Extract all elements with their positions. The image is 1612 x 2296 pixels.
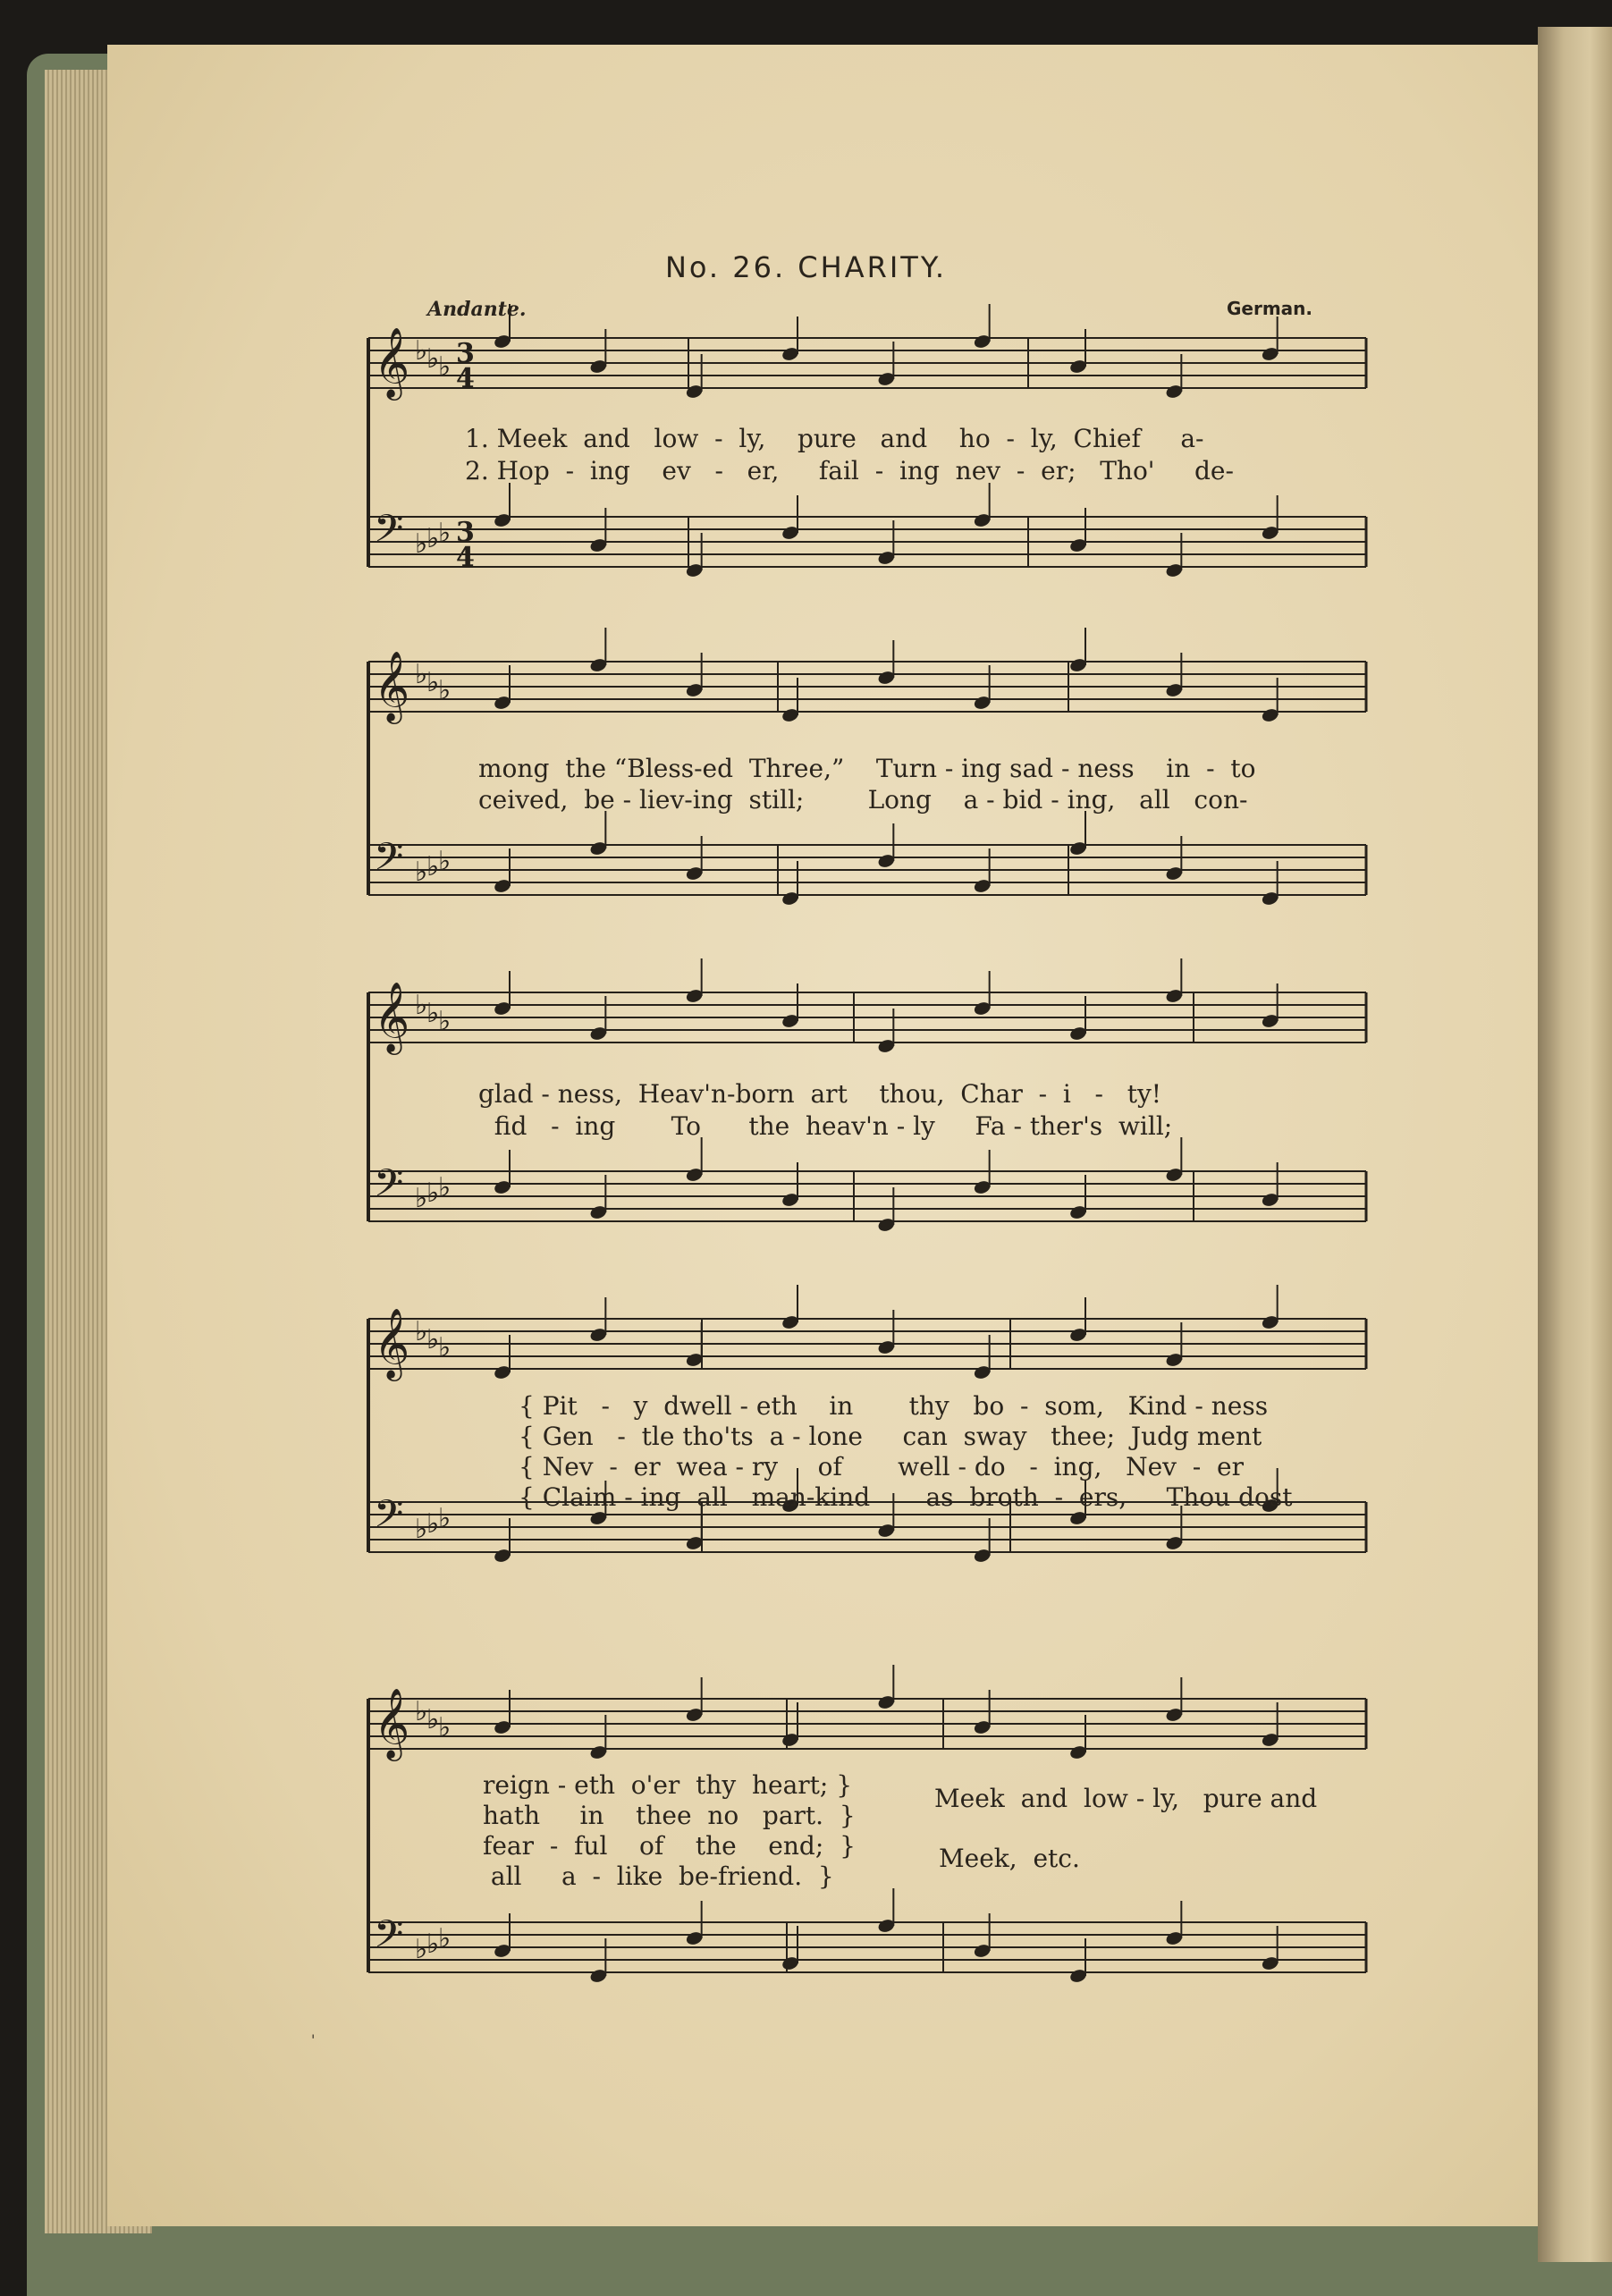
- flat-sign: ♭: [426, 851, 440, 882]
- flat-sign: ♭: [438, 1712, 452, 1743]
- flat-sign: ♭: [426, 1508, 440, 1540]
- flat-sign: ♭: [426, 1178, 440, 1209]
- treble-clef: 𝄞: [374, 327, 410, 398]
- flat-sign: ♭: [438, 518, 452, 549]
- flat-sign: ♭: [415, 1183, 428, 1214]
- flat-sign: ♭: [438, 846, 452, 877]
- flat-sign: ♭: [426, 1929, 440, 1960]
- treble-clef: 𝄞: [374, 1308, 410, 1379]
- lyric-line: mong the “Bless-ed Three,” Turn - ing sad - ness in - to: [478, 754, 1256, 783]
- flat-sign: ♭: [438, 1172, 452, 1203]
- flat-sign: ♭: [438, 351, 452, 383]
- flat-sign: ♭: [415, 1934, 428, 1965]
- flat-sign: ♭: [438, 675, 452, 706]
- lyric-line: glad - ness, Heav'n-born art thou, Char - i - ty!: [478, 1079, 1162, 1109]
- flat-sign: ♭: [438, 1006, 452, 1037]
- flat-sign: ♭: [426, 1704, 440, 1735]
- lyric-line: { Claim - ing all man-kind as broth - ers, Thou dost: [519, 1482, 1293, 1512]
- page-mark: ': [311, 2031, 316, 2048]
- flat-sign: ♭: [426, 343, 440, 375]
- flat-sign: ♭: [415, 659, 428, 690]
- lyric-line: hath in thee no part. }: [483, 1801, 856, 1830]
- flat-sign: ♭: [438, 1503, 452, 1534]
- lyric-line: { Pit - y dwell - eth in thy bo - som, Kind - ness: [519, 1391, 1269, 1421]
- lyric-line: reign - eth o'er thy heart; }: [483, 1770, 853, 1800]
- flat-sign: ♭: [415, 335, 428, 367]
- time-signature: 3: [456, 338, 475, 369]
- flat-sign: ♭: [426, 1324, 440, 1355]
- flat-sign: ♭: [415, 1514, 428, 1545]
- flat-sign: ♭: [438, 1332, 452, 1363]
- bass-clef: 𝄢: [374, 1492, 404, 1546]
- flat-sign: ♭: [415, 1696, 428, 1727]
- hymn-title: No. 26. CHARITY.: [664, 250, 948, 284]
- refrain-line: Meek, etc.: [939, 1844, 1080, 1873]
- lyric-line: 1. Meek and low - ly, pure and ho - ly, Chief a-: [465, 424, 1204, 453]
- treble-clef: 𝄞: [374, 1688, 410, 1759]
- lyric-line: ceived, be - liev-ing still; Long a - bid - ing, all con-: [478, 785, 1248, 815]
- treble-clef: 𝄞: [374, 651, 410, 722]
- flat-sign: ♭: [415, 1316, 428, 1347]
- lyric-line: { Gen - tle tho'ts a - lone can sway thee; Judg ment: [519, 1422, 1262, 1451]
- lyric-line: all a - like be-friend. }: [483, 1861, 834, 1891]
- flat-sign: ♭: [426, 998, 440, 1029]
- refrain-line: Meek and low - ly, pure and: [934, 1784, 1318, 1813]
- bass-clef: 𝄢: [374, 507, 404, 561]
- time-signature: 4: [456, 363, 475, 394]
- lyric-line: 2. Hop - ing ev - er, fail - ing nev - er; Tho' de-: [465, 456, 1234, 485]
- flat-sign: ♭: [438, 1923, 452, 1954]
- flat-sign: ♭: [426, 667, 440, 698]
- time-signature: 4: [456, 542, 475, 573]
- flat-sign: ♭: [415, 990, 428, 1021]
- bass-clef: 𝄢: [374, 835, 404, 889]
- lyric-line: fear - ful of the end; }: [483, 1831, 856, 1861]
- flat-sign: ♭: [415, 857, 428, 888]
- tempo-marking: Andante.: [427, 298, 527, 321]
- lyric-line: { Nev - er wea - ry of well - do - ing, Nev - er: [519, 1452, 1245, 1481]
- bass-clef: 𝄢: [374, 1161, 404, 1215]
- flat-sign: ♭: [415, 528, 428, 560]
- treble-clef: 𝄞: [374, 982, 410, 1052]
- composer-credit: German.: [1227, 298, 1313, 319]
- flat-sign: ♭: [426, 523, 440, 554]
- lyric-line: fid - ing To the heav'n - ly Fa - ther's will;: [478, 1111, 1173, 1141]
- time-signature: 3: [456, 517, 475, 548]
- bass-clef: 𝄢: [374, 1912, 404, 1966]
